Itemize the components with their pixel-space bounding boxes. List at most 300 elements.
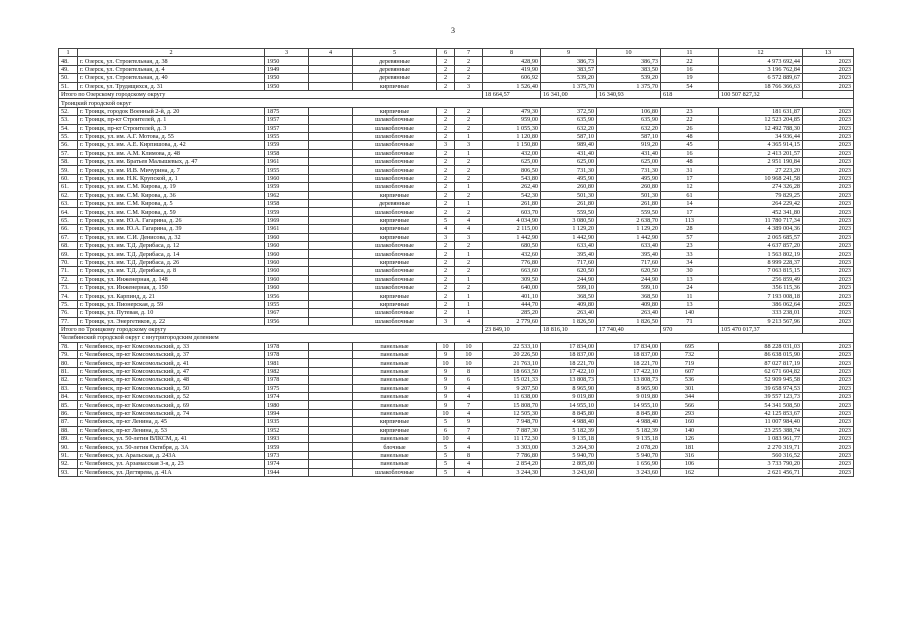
table-cell: 3 [455, 141, 483, 149]
table-cell: 1981 [265, 359, 309, 367]
table-cell [309, 267, 353, 275]
table-cell: 18 221,70 [541, 359, 597, 367]
table-cell: 2 [437, 267, 455, 275]
table-cell: г. Троицк, городок Военный 2-й, д. 20 [78, 107, 265, 115]
table-cell: 3 [455, 82, 483, 90]
table-cell: 49. [59, 65, 78, 73]
table-cell: 4 988,40 [541, 418, 597, 426]
table-cell: 3 080,50 [541, 216, 597, 224]
table-cell: 1 375,70 [597, 82, 661, 90]
table-cell: 1975 [265, 384, 309, 392]
table-cell: 3 [455, 233, 483, 241]
table-cell: 52. [59, 107, 78, 115]
table-cell: кирпичные [353, 418, 437, 426]
table-cell: 1 [455, 292, 483, 300]
table-cell: 1949 [265, 65, 309, 73]
table-cell: панельные [353, 460, 437, 468]
table-cell: 625,00 [597, 158, 661, 166]
table-cell: 9 207,50 [483, 384, 541, 392]
table-cell: 2 [437, 74, 455, 82]
table-cell: 18 837,00 [541, 351, 597, 359]
table-cell: 959,00 [483, 116, 541, 124]
table-cell: 1960 [265, 233, 309, 241]
table-cell: 1960 [265, 250, 309, 258]
table-cell: 501,30 [597, 191, 661, 199]
total-label: Итого по Троицкому городскому округу [59, 325, 483, 333]
table-cell: г. Челябинск, ул. Аральская, д. 243А [78, 451, 265, 459]
table-cell: 2 [437, 124, 455, 132]
table-cell: г. Челябинск, пр-кт Комсомольский, д. 37 [78, 351, 265, 359]
table-cell: г. Троицк, ул. им. Т.Д. Дерибаса, д. 14 [78, 250, 265, 258]
table-cell: 4 988,40 [597, 418, 661, 426]
table-cell: 2023 [803, 241, 854, 249]
table-cell: 2 [437, 300, 455, 308]
table-cell: 409,80 [541, 300, 597, 308]
table-cell: 260,80 [541, 183, 597, 191]
table-cell: панельные [353, 401, 437, 409]
table-cell: 3 244,30 [483, 468, 541, 476]
table-cell: 2 [455, 174, 483, 182]
table-cell: 2 [455, 74, 483, 82]
table-row [59, 426, 854, 434]
table-cell: 2 [437, 200, 455, 208]
table-cell: 3 264,30 [541, 443, 597, 451]
table-row [59, 258, 854, 266]
table-cell: 1967 [265, 309, 309, 317]
table-cell: 93. [59, 468, 78, 476]
table-cell: 663,60 [483, 267, 541, 275]
total-cell: 16 341,00 [541, 90, 597, 98]
table-cell: 17 834,00 [541, 342, 597, 350]
table-cell: 15 808,70 [483, 401, 541, 409]
table-cell: 2 413 201,57 [719, 149, 803, 157]
table-cell: 2023 [803, 57, 854, 65]
table-cell: 11 172,30 [483, 434, 541, 442]
table-cell: шлакоблочные [353, 158, 437, 166]
table-cell: 4 [455, 443, 483, 451]
table-cell: 2 [437, 191, 455, 199]
table-cell: 9 [437, 376, 455, 384]
table-row [59, 65, 854, 73]
table-cell: 2023 [803, 418, 854, 426]
table-cell: 10 [437, 359, 455, 367]
table-cell: г. Челябинск, пр-кт Ленина, д. 53 [78, 426, 265, 434]
table-cell: 285,20 [483, 309, 541, 317]
table-cell: 383,50 [597, 65, 661, 73]
table-cell: 87. [59, 418, 78, 426]
table-cell [309, 393, 353, 401]
table-cell: 293 [661, 409, 719, 417]
table-cell: 731,30 [541, 166, 597, 174]
table-cell: 77. [59, 317, 78, 325]
table-cell: 431,40 [597, 149, 661, 157]
table-cell: 432,60 [483, 250, 541, 258]
table-cell: 34 [661, 258, 719, 266]
table-cell: 51. [59, 82, 78, 90]
table-cell: 2023 [803, 158, 854, 166]
table-cell: шлакоблочные [353, 166, 437, 174]
section-heading: Челябинский городской округ с внутригородским делением [59, 334, 854, 342]
table-cell: кирпичные [353, 107, 437, 115]
table-cell: 16 [661, 65, 719, 73]
table-cell: 1 129,20 [597, 225, 661, 233]
table-cell: 81. [59, 367, 78, 375]
table-cell: 9 [455, 418, 483, 426]
table-cell: 11 [661, 292, 719, 300]
table-cell: 3 [437, 317, 455, 325]
table-cell: 1993 [265, 434, 309, 442]
table-cell [309, 57, 353, 65]
table-cell: 368,50 [597, 292, 661, 300]
table-cell: г. Озерск, ул. Строительная, д. 4 [78, 65, 265, 73]
table-cell [309, 300, 353, 308]
table-cell: 559,50 [541, 208, 597, 216]
table-cell: 6 572 889,67 [719, 74, 803, 82]
table-row [59, 225, 854, 233]
table-cell: 1994 [265, 409, 309, 417]
table-cell: 2 [437, 250, 455, 258]
column-number-cell: 10 [597, 49, 661, 57]
table-cell: 1 [455, 300, 483, 308]
table-cell: 11 007 984,40 [719, 418, 803, 426]
table-cell: 2 [455, 124, 483, 132]
table-cell: 2023 [803, 292, 854, 300]
table-cell: 428,90 [483, 57, 541, 65]
table-cell: 17 [661, 208, 719, 216]
table-row [59, 351, 854, 359]
table-cell: 28 [661, 225, 719, 233]
table-cell: 13 808,73 [541, 376, 597, 384]
table-cell: г. Троицк, ул. им. Т.Д. Дерибаса, д. 26 [78, 258, 265, 266]
table-cell: шлакоблочные [353, 132, 437, 140]
table-cell: г. Озерск, ул. Строительная, д. 40 [78, 74, 265, 82]
table-cell: 87 027 817,19 [719, 359, 803, 367]
table-cell: 1 [455, 275, 483, 283]
table-row [59, 460, 854, 468]
column-number-cell: 1 [59, 49, 78, 57]
table-cell: 5 [437, 216, 455, 224]
table-cell: кирпичные [353, 426, 437, 434]
table-row [59, 241, 854, 249]
table-cell: 22 [661, 116, 719, 124]
column-number-cell: 9 [541, 49, 597, 57]
table-cell: 2 [437, 283, 455, 291]
table-row [59, 376, 854, 384]
table-cell: 1 656,90 [597, 460, 661, 468]
table-cell: 2023 [803, 107, 854, 115]
table-cell: 89. [59, 434, 78, 442]
table-cell: 2023 [803, 376, 854, 384]
table-cell: 3 303,00 [483, 443, 541, 451]
table-cell: 717,60 [541, 258, 597, 266]
table-cell: 1 [455, 250, 483, 258]
table-cell: 68. [59, 241, 78, 249]
table-cell: 1 442,90 [541, 233, 597, 241]
table-cell: 5 [437, 451, 455, 459]
table-cell [309, 443, 353, 451]
table-row [59, 82, 854, 90]
table-cell: 603,70 [483, 208, 541, 216]
table-cell: 1956 [265, 292, 309, 300]
table-cell: 401,10 [483, 292, 541, 300]
table-cell: 83. [59, 384, 78, 392]
table-cell: 2023 [803, 434, 854, 442]
table-cell: 1 [455, 200, 483, 208]
table-cell [309, 82, 353, 90]
table-cell: 13 808,73 [597, 376, 661, 384]
table-cell: 1 150,80 [483, 141, 541, 149]
table-cell: 162 [661, 468, 719, 476]
table-cell: 7 948,70 [483, 418, 541, 426]
table-cell [309, 132, 353, 140]
table-cell: 2023 [803, 393, 854, 401]
table-cell [309, 401, 353, 409]
table-cell: 640,00 [483, 283, 541, 291]
table-cell: г. Троицк, ул. им. С.М. Кирова, д. 59 [78, 208, 265, 216]
table-cell: г. Троицк, ул. Пионерская, д. 59 [78, 300, 265, 308]
table-cell: 75. [59, 300, 78, 308]
table-cell: 244,90 [597, 275, 661, 283]
table-cell: 2 [455, 258, 483, 266]
table-cell: 9 019,80 [541, 393, 597, 401]
table-cell: 69. [59, 250, 78, 258]
table-cell [309, 200, 353, 208]
table-cell: 20 226,50 [483, 351, 541, 359]
table-cell: 9 135,18 [597, 434, 661, 442]
table-cell: 70. [59, 258, 78, 266]
table-cell [309, 158, 353, 166]
table-cell: 24 [661, 283, 719, 291]
table-cell: 66. [59, 225, 78, 233]
table-cell: 18 663,50 [483, 367, 541, 375]
table-cell: 9 213 567,96 [719, 317, 803, 325]
table-cell: 316 [661, 451, 719, 459]
table-cell: г. Троицк, ул. им. С.М. Кирова, д. 5 [78, 200, 265, 208]
table-cell [309, 376, 353, 384]
table-cell: г. Троицк, пр-кт Строителей, д. 3 [78, 124, 265, 132]
table-cell: 12 523 204,85 [719, 116, 803, 124]
table-cell: 7 193 008,18 [719, 292, 803, 300]
total-label: Итого по Озерскому городскому округу [59, 90, 483, 98]
table-cell: 1 055,30 [483, 124, 541, 132]
table-cell: 2023 [803, 250, 854, 258]
table-cell: г. Троицк, ул. им. А.М. Климова, д. 48 [78, 149, 265, 157]
table-cell: 1957 [265, 124, 309, 132]
table-cell: г. Троицк, ул. им. Ю.А. Гагарина, д. 39 [78, 225, 265, 233]
table-cell: 39 658 974,53 [719, 384, 803, 392]
table-cell: 71 [661, 317, 719, 325]
table-cell: 2023 [803, 174, 854, 182]
total-cell: 18 816,10 [541, 325, 597, 333]
table-cell: 82. [59, 376, 78, 384]
table-cell: 16 [661, 149, 719, 157]
table-cell: 22 533,10 [483, 342, 541, 350]
table-cell: 1960 [265, 174, 309, 182]
table-cell: 2023 [803, 200, 854, 208]
table-cell: 4 389 004,36 [719, 225, 803, 233]
table-cell [309, 141, 353, 149]
table-cell: 559,50 [597, 208, 661, 216]
table-cell: 1955 [265, 166, 309, 174]
table-cell: г. Троицк, ул. Карпинд, д. 21 [78, 292, 265, 300]
table-cell: 260,80 [597, 183, 661, 191]
table-cell: 1 375,70 [541, 82, 597, 90]
table-cell: 140 [661, 426, 719, 434]
table-cell: г. Троицк, ул. им. Т.Д. Дерибаса, д. 8 [78, 267, 265, 275]
table-cell: 86 638 015,90 [719, 351, 803, 359]
table-cell: 2 [437, 158, 455, 166]
table-cell: 79 829,25 [719, 191, 803, 199]
table-row [59, 468, 854, 476]
table-cell: кирпичные [353, 216, 437, 224]
table-cell: 2023 [803, 300, 854, 308]
table-cell [309, 292, 353, 300]
table-cell: 2023 [803, 275, 854, 283]
table-cell: 2 638,70 [597, 216, 661, 224]
table-cell: 2023 [803, 359, 854, 367]
table-cell: 2023 [803, 141, 854, 149]
table-cell: 620,50 [541, 267, 597, 275]
table-cell: 264 229,42 [719, 200, 803, 208]
table-cell: 45 [661, 141, 719, 149]
table-cell [309, 241, 353, 249]
table-cell: 2023 [803, 468, 854, 476]
table-cell: г. Челябинск, пр-кт Комсомольский, д. 50 [78, 384, 265, 392]
table-cell: 2023 [803, 258, 854, 266]
table-cell: 61 [661, 191, 719, 199]
table-cell: панельные [353, 359, 437, 367]
table-cell: 2 805,00 [541, 460, 597, 468]
table-cell: 2023 [803, 216, 854, 224]
section-heading: Троицкий городской округ [59, 99, 854, 107]
table-cell: 2023 [803, 426, 854, 434]
table-cell: 1978 [265, 351, 309, 359]
table-cell: 606,92 [483, 74, 541, 82]
total-cell: 17 740,40 [597, 325, 661, 333]
table-cell: 27 223,20 [719, 166, 803, 174]
table-cell: г. Троицк, ул. им. С.М. Кирова, д. 36 [78, 191, 265, 199]
table-cell: 4 [455, 393, 483, 401]
table-cell: 1960 [265, 241, 309, 249]
table-cell: 23 255 388,74 [719, 426, 803, 434]
table-row [59, 174, 854, 182]
table-cell: 88. [59, 426, 78, 434]
table-cell [309, 116, 353, 124]
table-cell [309, 174, 353, 182]
table-cell: панельные [353, 384, 437, 392]
table-cell: 2023 [803, 351, 854, 359]
table-cell: 8 [455, 451, 483, 459]
table-cell: 19 [661, 74, 719, 82]
table-cell: 9 [437, 367, 455, 375]
table-cell: 65. [59, 216, 78, 224]
table-cell: 372,50 [541, 107, 597, 115]
table-cell: 560 316,52 [719, 451, 803, 459]
table-cell: 2 [437, 149, 455, 157]
table-cell: 2023 [803, 409, 854, 417]
table-cell: 2023 [803, 317, 854, 325]
table-cell: 86. [59, 409, 78, 417]
table-cell: 7 [455, 426, 483, 434]
table-cell [309, 208, 353, 216]
table-cell: 18 221,70 [597, 359, 661, 367]
table-cell: 2 [437, 65, 455, 73]
table-cell: 10 968 241,58 [719, 174, 803, 182]
table-row [59, 124, 854, 132]
table-cell: 2 [437, 132, 455, 140]
table-cell: 2 [437, 292, 455, 300]
table-cell: 2 [437, 208, 455, 216]
table-cell: 2023 [803, 116, 854, 124]
table-cell: 309,50 [483, 275, 541, 283]
table-cell [309, 149, 353, 157]
table-cell: 4 [455, 409, 483, 417]
table-cell: 1 [455, 132, 483, 140]
table-cell: кирпичные [353, 191, 437, 199]
table-cell: 5 [437, 443, 455, 451]
table-cell: 67. [59, 233, 78, 241]
table-cell: 31 [661, 166, 719, 174]
table-cell: 542,30 [483, 191, 541, 199]
table-cell: 17 [661, 174, 719, 182]
total-cell: 23 849,10 [483, 325, 541, 333]
table-cell: 587,10 [541, 132, 597, 140]
table-cell: 386 062,64 [719, 300, 803, 308]
table-cell: 140 [661, 309, 719, 317]
table-cell: г. Троицк, ул. им. И.В. Мичурина, д. 7 [78, 166, 265, 174]
table-cell: панельные [353, 351, 437, 359]
table-cell: 42 125 853,67 [719, 409, 803, 417]
housing-registry-table [58, 48, 854, 477]
table-cell [309, 65, 353, 73]
table-cell: 2 [455, 208, 483, 216]
table-cell: 2 115,00 [483, 225, 541, 233]
table-cell: 3 243,60 [541, 468, 597, 476]
table-cell: 14 955,10 [597, 401, 661, 409]
table-cell: 2023 [803, 166, 854, 174]
table-cell: 263,40 [541, 309, 597, 317]
table-row [59, 208, 854, 216]
table-cell: шлакоблочные [353, 241, 437, 249]
table-cell: 2023 [803, 149, 854, 157]
table-cell: 719 [661, 359, 719, 367]
table-cell: 9 019,80 [597, 393, 661, 401]
table-cell: 919,20 [597, 141, 661, 149]
table-cell: 1957 [265, 116, 309, 124]
table-row [59, 275, 854, 283]
table-cell: 1 [455, 309, 483, 317]
table-cell: панельные [353, 434, 437, 442]
table-cell: панельные [353, 342, 437, 350]
table-cell: г. Троицк, ул. им. Братьев Малышевых, д. 47 [78, 158, 265, 166]
total-cell: 100 507 827,32 [719, 90, 803, 98]
table-cell: 26 [661, 124, 719, 132]
table-cell: 2 078,20 [597, 443, 661, 451]
table-cell: 2023 [803, 183, 854, 191]
table-cell: шлакоблочные [353, 149, 437, 157]
table-cell: 495,90 [597, 174, 661, 182]
table-cell: 76. [59, 309, 78, 317]
total-cell: 618 [661, 90, 719, 98]
total-cell: 970 [661, 325, 719, 333]
table-row [59, 409, 854, 417]
table-cell [309, 359, 353, 367]
table-cell: 21 763,10 [483, 359, 541, 367]
table-cell: 2023 [803, 460, 854, 468]
table-cell: 54 341 508,50 [719, 401, 803, 409]
table-cell: 2023 [803, 191, 854, 199]
table-cell: г. Челябинск, ул. 50-летия ВЛКСМ, д. 41 [78, 434, 265, 442]
